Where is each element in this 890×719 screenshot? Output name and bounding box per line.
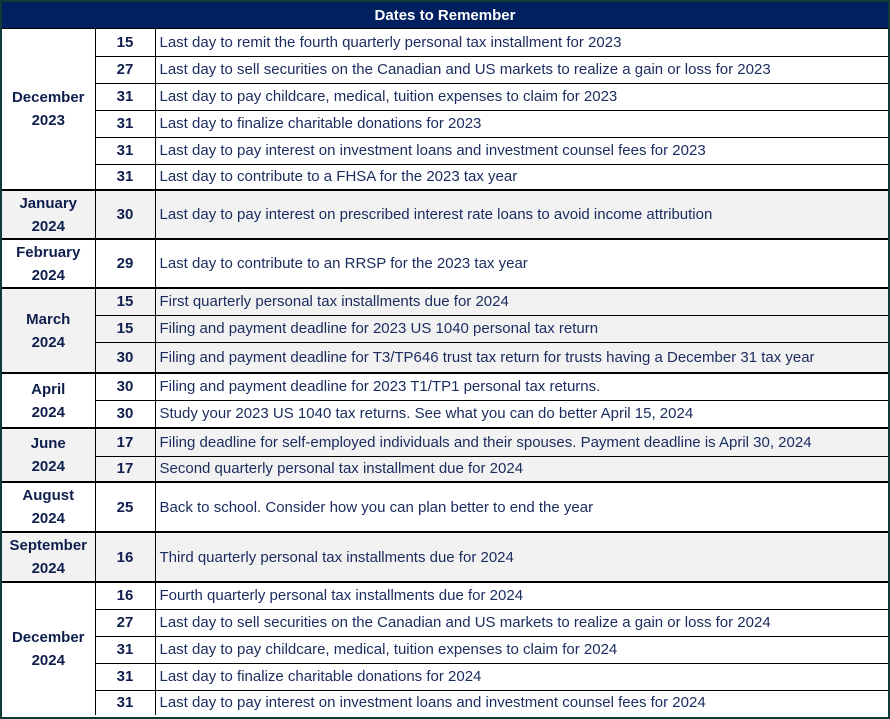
month-year: 2024 (31, 403, 65, 421)
description-cell: Fourth quarterly personal tax installments due for 2024 (155, 582, 888, 609)
day-cell: 16 (95, 582, 155, 609)
day-cell: 31 (95, 663, 155, 690)
table-row (2, 400, 888, 428)
table-row (2, 239, 888, 288)
month-cell (2, 582, 95, 715)
month-name: April (31, 380, 66, 398)
description-cell: Last day to pay interest on prescribed interest rate loans to avoid income attribution (155, 190, 888, 239)
description-cell: Filing and payment deadline for T3/TP646 trust tax return for trusts having a December 31 tax year (155, 342, 888, 373)
dates-table (2, 29, 888, 715)
description-cell: Last day to pay childcare, medical, tuition expenses to claim for 2023 (155, 83, 888, 110)
description-cell: Filing and payment deadline for 2023 T1/TP1 personal tax returns. (155, 373, 888, 400)
month-name: December (11, 89, 85, 106)
table-row (2, 373, 888, 400)
table-title: Dates to Remember (2, 2, 888, 29)
table-row (2, 582, 888, 609)
day-cell: 30 (95, 342, 155, 373)
description-cell: Back to school. Consider how you can plan better to end the year (155, 482, 888, 532)
month-cell (2, 428, 95, 482)
description-cell: Last day to sell securities on the Canadian and US markets to realize a gain or loss for 2024 (155, 609, 888, 636)
day-cell: 15 (95, 315, 155, 342)
description-cell: First quarterly personal tax installments due for 2024 (155, 288, 888, 315)
day-cell: 17 (95, 456, 155, 482)
table-row (2, 690, 888, 715)
table-row (2, 29, 888, 56)
description-cell: Study your 2023 US 1040 tax returns. See what you can do better April 15, 2024 (155, 400, 888, 428)
month-name: December (11, 629, 85, 646)
month-year: 2024 (31, 217, 65, 235)
month-cell (2, 373, 95, 428)
description-cell: Last day to sell securities on the Canadian and US markets to realize a gain or loss for 2023 (155, 56, 888, 83)
description-cell: Third quarterly personal tax installments due for 2024 (155, 532, 888, 582)
table-row (2, 609, 888, 636)
month-name: January (19, 194, 78, 212)
day-cell: 31 (95, 636, 155, 663)
day-cell: 31 (95, 164, 155, 190)
table-row (2, 663, 888, 690)
table-row (2, 288, 888, 315)
month-name: September (9, 537, 88, 554)
month-cell (2, 239, 95, 288)
month-name: June (30, 435, 66, 452)
day-cell: 29 (95, 239, 155, 288)
description-cell: Last day to finalize charitable donations for 2024 (155, 663, 888, 690)
month-name: August (22, 487, 75, 504)
month-year: 2024 (31, 652, 65, 669)
month-year: 2024 (31, 458, 65, 475)
day-cell: 31 (95, 690, 155, 715)
description-cell: Last day to remit the fourth quarterly personal tax installment for 2023 (155, 29, 888, 56)
table-row (2, 456, 888, 482)
day-cell: 25 (95, 482, 155, 532)
description-cell: Last day to contribute to a FHSA for the 2023 tax year (155, 164, 888, 190)
day-cell: 16 (95, 532, 155, 582)
table-row (2, 190, 888, 239)
month-cell (2, 190, 95, 239)
day-cell: 30 (95, 190, 155, 239)
month-cell (2, 532, 95, 582)
day-cell: 15 (95, 29, 155, 56)
month-year: 2024 (31, 560, 65, 577)
month-name: February (16, 243, 81, 261)
description-cell: Second quarterly personal tax installment due for 2024 (155, 456, 888, 482)
day-cell: 31 (95, 83, 155, 110)
description-cell: Last day to pay interest on investment loans and investment counsel fees for 2023 (155, 137, 888, 164)
day-cell: 30 (95, 400, 155, 428)
month-year: 2023 (31, 112, 65, 129)
table-row (2, 315, 888, 342)
month-year: 2024 (31, 266, 65, 284)
description-cell: Last day to pay childcare, medical, tuition expenses to claim for 2024 (155, 636, 888, 663)
month-year: 2024 (31, 333, 65, 351)
day-cell: 27 (95, 56, 155, 83)
description-cell: Last day to finalize charitable donations for 2023 (155, 110, 888, 137)
table-row (2, 83, 888, 110)
day-cell: 15 (95, 288, 155, 315)
table-row (2, 56, 888, 83)
month-cell (2, 288, 95, 373)
day-cell: 31 (95, 137, 155, 164)
day-cell: 27 (95, 609, 155, 636)
table-row (2, 137, 888, 164)
table-row (2, 164, 888, 190)
table-row (2, 110, 888, 137)
description-cell: Filing deadline for self-employed individuals and their spouses. Payment deadline is April 30, 2024 (155, 428, 888, 456)
table-row (2, 342, 888, 373)
table-row (2, 532, 888, 582)
description-cell: Last day to contribute to an RRSP for the 2023 tax year (155, 239, 888, 288)
table-row (2, 482, 888, 532)
month-cell (2, 29, 95, 190)
day-cell: 31 (95, 110, 155, 137)
month-year: 2024 (31, 510, 65, 527)
month-cell (2, 482, 95, 532)
month-name: March (26, 310, 71, 328)
day-cell: 30 (95, 373, 155, 400)
table-row (2, 428, 888, 456)
day-cell: 17 (95, 428, 155, 456)
table-row (2, 636, 888, 663)
description-cell: Filing and payment deadline for 2023 US 1040 personal tax return (155, 315, 888, 342)
description-cell: Last day to pay interest on investment loans and investment counsel fees for 2024 (155, 690, 888, 715)
